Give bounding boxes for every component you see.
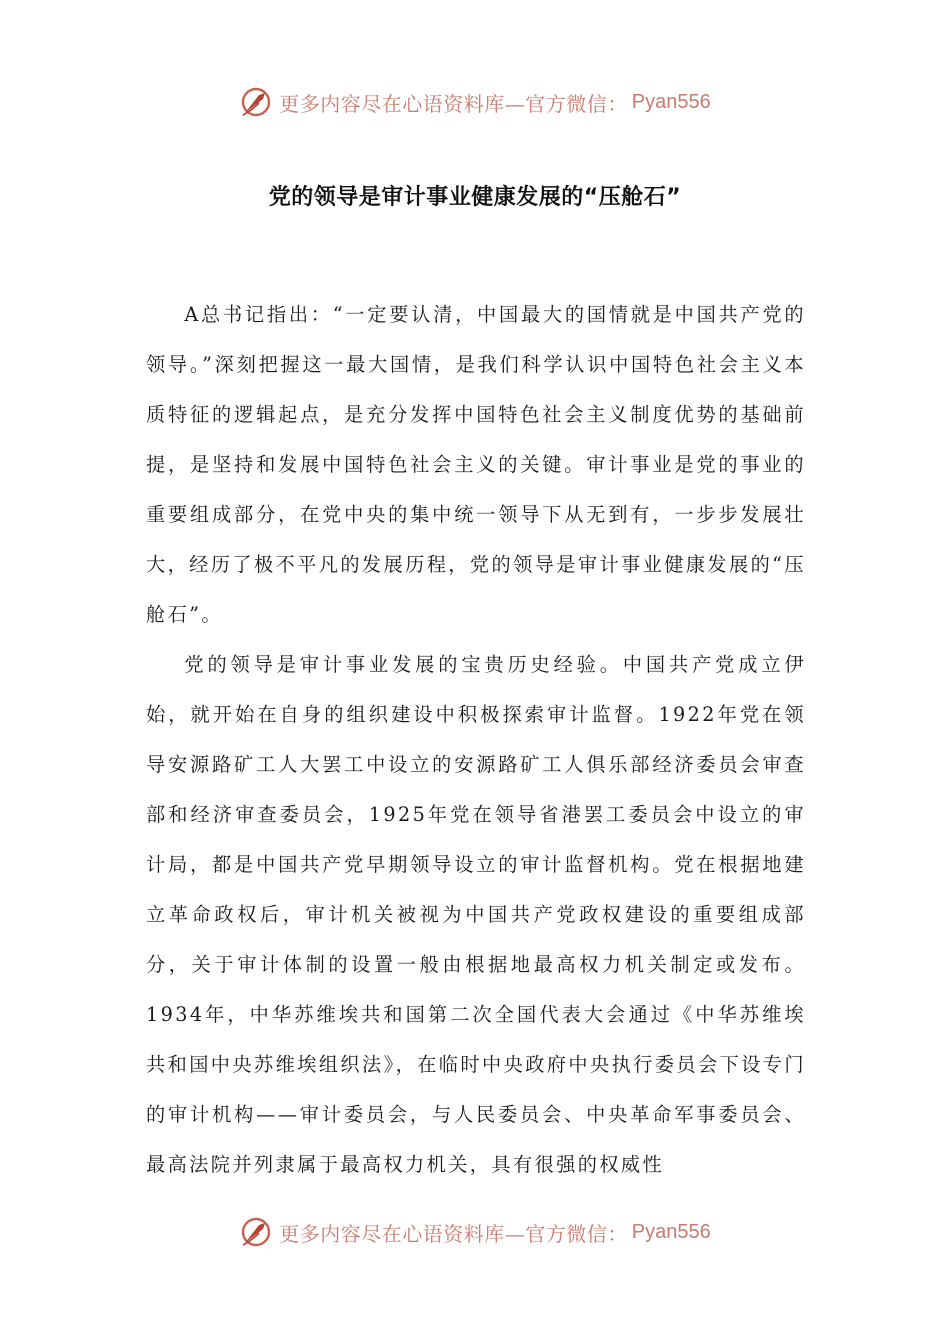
paragraph-1: A总书记指出：“一定要认清，中国最大的国情就是中国共产党的领导。”深刻把握这一最大国情，是我们科学认识中国特色社会主义本质特征的逻辑起点，是充分发挥中国特色社会主义制度优势的基础前提，是坚持和发展中国特色社会主义的关键。审计事业是党的事业的重要组成部分，在党中央的集中统一领导下从无到有，一步步发展壮大，经历了极不平凡的发展历程，党的领导是审计事业健康发展的“压舱石”。: [146, 303, 806, 626]
footer-watermark: [0, 1212, 950, 1252]
document-title: 党的领导是审计事业健康发展的“压舱石”: [268, 185, 682, 210]
header-watermark: [0, 82, 950, 122]
pen-nib-circle-icon: [239, 1215, 273, 1249]
watermark-wechat-id: Pyan556: [631, 1220, 711, 1243]
pen-nib-circle-icon: [239, 85, 273, 119]
watermark-wechat-id: Pyan556: [631, 90, 711, 113]
document-body: [146, 290, 806, 1190]
watermark-text: 更多内容尽在心语资料库—官方微信：: [279, 91, 628, 116]
paragraph-2: 党的领导是审计事业发展的宝贵历史经验。中国共产党成立伊始，就开始在自身的组织建设中积极探索审计监督。1922年党在领导安源路矿工人大罢工中设立的安源路矿工人俱乐部经济委员会审查部和经济审查委员会，1925年党在领导省港罢工委员会中设立的审计局，都是中国共产党早期领导设立的审计监督机构。党在根据地建立革命政权后，审计机关被视为中国共产党政权建设的重要组成部分，关于审计体制的设置一般由根据地最高权力机关制定或发布。1934年，中华苏维埃共和国第二次全国代表大会通过《中华苏维埃共和国中央苏维埃组织法》，在临时中央政府中央执行委员会下设专门的审计机构——审计委员会，与人民委员会、中央革命军事委员会、最高法院并列隶属于最高权力机关，具有很强的权威性: [146, 653, 806, 1176]
watermark-text: 更多内容尽在心语资料库—官方微信：: [279, 1221, 628, 1246]
